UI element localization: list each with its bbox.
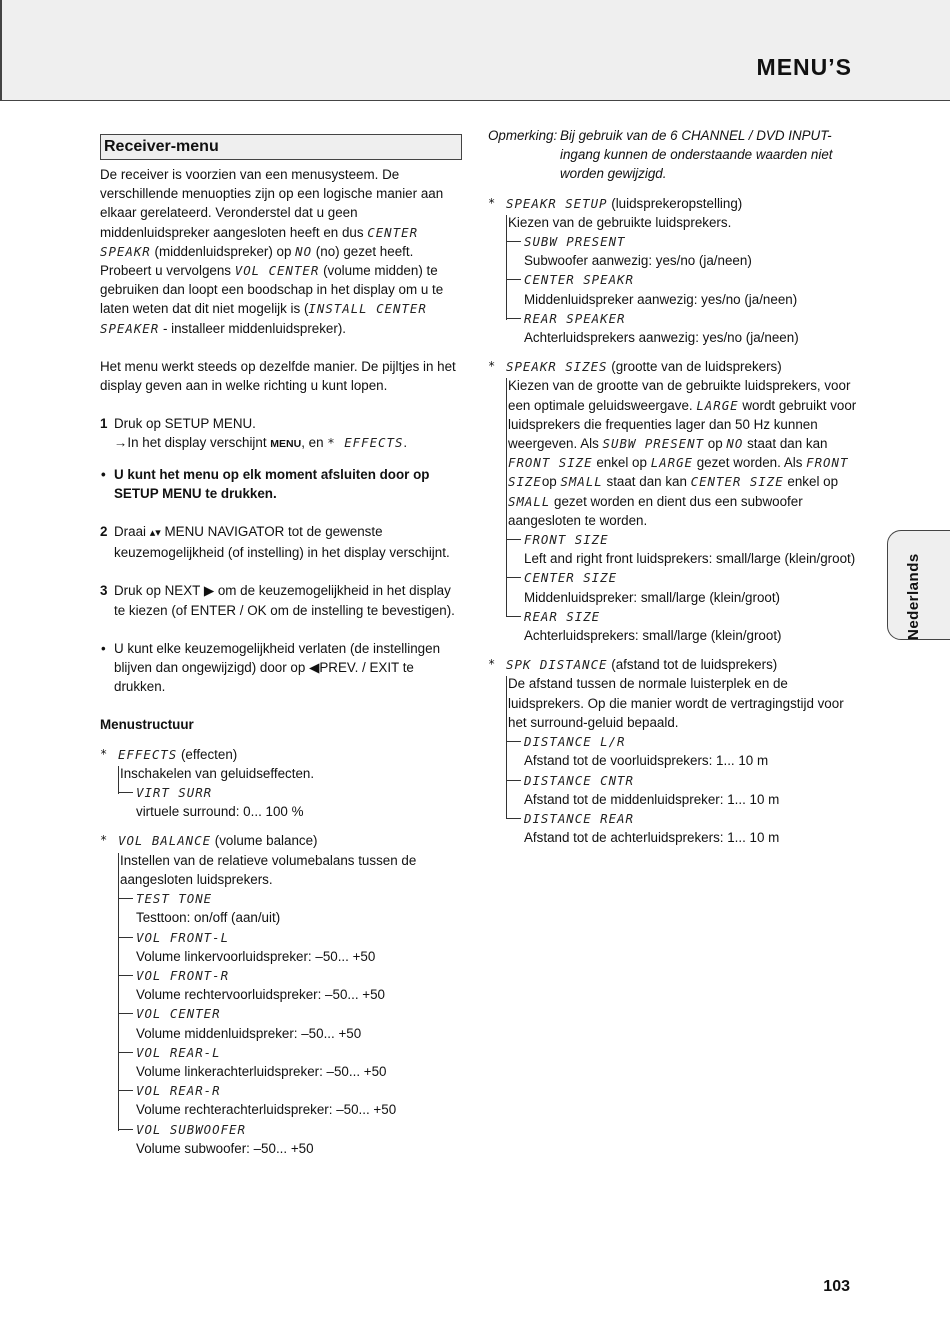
lcd-text: SMALL — [560, 474, 603, 490]
lcd-text: VOL BALANCE — [118, 833, 212, 849]
bullet-exit-note — [100, 465, 462, 503]
asterisk-icon: * — [327, 435, 345, 451]
tree-sub-description: virtuele surround: 0... 100 % — [136, 804, 304, 820]
intro-paragraph — [100, 165, 462, 338]
bullet-icon: • — [101, 640, 106, 656]
step-3-post: om de keuzemogelijkheid in het display te kiezen (of ENTER / OK om de instelling te bevestigen). — [114, 583, 455, 618]
step-2-post: MENU NAVIGATOR tot de gewenste keuzemogelijkheid (of instelling) in het display verschijnt. — [114, 524, 450, 561]
text-run: Kiezen van de grootte van de gebruikte luidsprekers, voor een optimale geluidsweergave. — [508, 378, 851, 413]
page-header — [0, 0, 950, 101]
tree-sub-item — [506, 568, 858, 606]
lcd-text: VOL REAR-R — [136, 1083, 221, 1099]
text-run: - installeer middenluidspreker). — [159, 320, 347, 336]
tree-description: Inschakelen van geluidseffecten. — [120, 765, 315, 781]
tree-sub-description: Left and right front luidsprekers: small/large (klein/groot) — [524, 551, 856, 567]
lcd-text: FRONT SIZE — [508, 455, 593, 471]
tree-effects — [100, 745, 462, 822]
header-left-rule — [0, 0, 2, 100]
tree-sub-description: Middenluidspreker aanwezig: yes/no (ja/neen) — [524, 291, 798, 307]
lcd-text: VOL FRONT-R — [136, 967, 230, 983]
updown-arrow-icon: ▴▾ — [149, 527, 161, 540]
lcd-text: SUBW PRESENT — [602, 436, 705, 452]
text-run: gezet worden. Als — [693, 455, 807, 471]
tree-heading-label: (effecten) — [177, 746, 238, 762]
remark — [488, 126, 858, 184]
tree-branch-line — [118, 898, 133, 899]
tree-branch-line — [506, 318, 521, 319]
tree-sub-item — [506, 732, 858, 770]
tree-branch-line — [506, 539, 521, 540]
step-1-result-end: . — [403, 435, 408, 451]
text-run: op — [704, 436, 727, 452]
text-run: staat dan kan — [743, 436, 828, 452]
tree-heading — [488, 357, 858, 376]
tree-sub-item — [506, 809, 858, 847]
play-left-icon: ◀ — [309, 660, 320, 676]
text-run: gezet worden en dient dus een subwoofer aangesloten te worden. — [508, 493, 803, 528]
remark-text: Bij gebruik van de 6 CHANNEL / DVD INPUT-ingang kunnen de onderstaande waarden niet worden gewijzigd. — [560, 128, 833, 182]
play-right-icon: ▶ — [203, 583, 215, 599]
tree-heading — [488, 655, 858, 674]
tree-sub-item — [506, 232, 858, 270]
lcd-text: INSTALL CENTER SPEAKER — [100, 301, 427, 336]
tree-description: Kiezen van de gebruikte luidsprekers. — [508, 214, 732, 230]
step-1 — [100, 414, 462, 454]
lcd-text: REAR SIZE — [524, 608, 601, 624]
step-number: 1 — [100, 416, 108, 432]
tree-branch-line — [118, 1129, 133, 1130]
tree-description: Instellen van de relatieve volumebalans tussen de aangesloten luidsprekers. — [120, 852, 417, 887]
tree-sub-description: Volume rechtervoorluidspreker: –50... +50 — [136, 987, 385, 1003]
asterisk-icon: * — [100, 746, 108, 761]
text-run: (volume midden) te gebruiken dan loopt een boodschap in het display om u te laten weten dat dit niet mogelijk is ( — [100, 263, 444, 317]
tree-sub-item — [118, 1081, 462, 1119]
tree-branch-line — [118, 792, 133, 793]
tree-sub-item — [118, 928, 462, 966]
menu-indicator: MENU — [270, 438, 302, 451]
tree-branch-line — [118, 1090, 133, 1091]
lcd-text: NO — [726, 436, 744, 452]
lcd-text: EFFECTS — [118, 746, 178, 762]
lcd-text: VOL SUBWOOFER — [136, 1121, 246, 1137]
tree-sub-item — [118, 1004, 462, 1042]
tree-sub-description: Afstand tot de voorluidsprekers: 1... 10 m — [524, 753, 769, 769]
tree-spk-distance — [488, 655, 858, 847]
remark-label: Opmerking: — [488, 128, 558, 143]
lcd-text: LARGE — [650, 455, 693, 471]
lcd-text: FRONT SIZE — [524, 532, 609, 548]
tree-sub-description: Testtoon: on/off (aan/uit) — [136, 910, 281, 926]
tree-heading-label: (luidsprekeropstelling) — [607, 195, 743, 211]
tree-heading — [488, 194, 858, 213]
step-number: 2 — [100, 524, 108, 540]
text-run: enkel op — [783, 474, 839, 490]
tree-sub-item — [118, 966, 462, 1004]
text-run: (middenluidspreker) op — [150, 243, 296, 259]
tree-branch-line — [118, 1013, 133, 1014]
lcd-text: REAR SPEAKER — [524, 310, 626, 326]
step-1-result-text: In het display verschijnt — [127, 435, 271, 451]
tree-sub-item — [506, 270, 858, 308]
lcd-text: DISTANCE REAR — [524, 810, 634, 826]
tree-branch-line — [506, 780, 521, 781]
step-3-pre: Druk op NEXT — [114, 583, 204, 599]
lcd-text: CENTER SIZE — [524, 570, 618, 586]
page-number: 103 — [823, 1278, 850, 1295]
asterisk-icon: * — [488, 657, 496, 672]
tree-branch-line — [506, 818, 521, 819]
tree-branch-line — [118, 937, 133, 938]
lcd-text: VOL REAR-L — [136, 1044, 221, 1060]
tree-sub-description: Volume subwoofer: –50... +50 — [136, 1140, 314, 1156]
lcd-text: TEST TONE — [136, 891, 213, 907]
text-run: De receiver is voorzien van een menusysteem. De verschillende menuopties zijn op een logische manier aan elkaar gerelateerd. Veronderstel dat u geen middenluidspreker aangesloten heeft en dus — [100, 167, 444, 240]
tree-sub-description: Afstand tot de middenluidspreker: 1... 10 m — [524, 791, 780, 807]
tree-sub-item — [506, 530, 858, 568]
page-title: MENU’S — [756, 54, 852, 80]
tree-heading-label: (volume balance) — [211, 833, 318, 849]
tree-branch-line — [118, 1052, 133, 1053]
tree-sub-description: Volume linkerachterluidspreker: –50... +50 — [136, 1063, 387, 1079]
tree-sub-item — [118, 1120, 462, 1158]
tree-description: De afstand tussen de normale luisterplek en de luidsprekers. Op die manier wordt de vertragingstijd voor het surround-geluid bepaald. — [508, 676, 844, 730]
asterisk-icon: * — [488, 359, 496, 374]
tree-sub-description: Volume middenluidspreker: –50... +50 — [136, 1025, 362, 1041]
text-run: staat dan kan — [602, 474, 691, 490]
section-title: Receiver-menu — [100, 134, 462, 160]
tree-description — [506, 376, 858, 530]
tree-sub-item — [118, 889, 462, 927]
lcd-text: EFFECTS — [344, 435, 404, 451]
language-tab-label: Nederlands — [905, 553, 922, 640]
text-run: op — [541, 474, 561, 490]
tree-sub-description: Volume linkervoorluidspreker: –50... +50 — [136, 948, 376, 964]
left-column — [100, 134, 462, 1158]
tree-branch-line — [506, 616, 521, 617]
lcd-text: SPEAKR SIZES — [506, 359, 608, 375]
lcd-text: CENTER SIZE — [690, 474, 784, 490]
tree-sub-description: Volume rechterachterluidspreker: –50... +50 — [136, 1102, 397, 1118]
tree-speaker-setup — [488, 194, 858, 348]
tree-sub-item — [506, 607, 858, 645]
tree-branch-line — [506, 279, 521, 280]
lcd-text: DISTANCE L/R — [524, 734, 626, 750]
step-2 — [100, 522, 462, 562]
tree-heading-label: (afstand tot de luidsprekers) — [607, 657, 778, 673]
step-number: 3 — [100, 583, 108, 599]
text-run: wordt gebruikt voor luidsprekers die frequenties lager dan 50 Hz kunnen weergeven. Als — [508, 397, 857, 452]
tree-heading — [100, 831, 462, 850]
lcd-text: CENTER SPEAKR — [100, 224, 419, 259]
tree-sub-description: Achterluidsprekers: small/large (klein/groot) — [524, 628, 782, 644]
text-run: (no) gezet heeft. Probeert u vervolgens — [100, 243, 414, 279]
tree-body — [506, 674, 858, 847]
lcd-text: CENTER SPEAKR — [524, 272, 634, 288]
tree-body — [506, 213, 858, 347]
lcd-text: SPEAKR SETUP — [506, 195, 608, 211]
lcd-text: SUBW PRESENT — [524, 234, 626, 250]
lcd-text: DISTANCE CNTR — [524, 772, 634, 788]
text-run: enkel op — [592, 455, 651, 471]
tree-sub-description: Middenluidspreker: small/large (klein/groot) — [524, 589, 781, 605]
tree-sub-description: Subwoofer aanwezig: yes/no (ja/neen) — [524, 253, 752, 269]
tree-body — [118, 851, 462, 1158]
tree-sub-description: Achterluidsprekers aanwezig: yes/no (ja/neen) — [524, 330, 799, 346]
tree-branch-line — [118, 975, 133, 976]
tree-body — [118, 764, 462, 822]
lcd-text: VOL CENTER — [136, 1006, 221, 1022]
tree-sub-description: Afstand tot de achterluidsprekers: 1... 10 m — [524, 830, 780, 846]
step-1-text: Druk op SETUP MENU. — [114, 416, 256, 432]
tree-branch-line — [506, 741, 521, 742]
menu-works-paragraph: Het menu werkt steeds op dezelfde manier. De pijltjes in het display geven aan in welke richting u kunt lopen. — [100, 358, 456, 394]
arrow-right-icon: → — [114, 435, 128, 451]
tree-speaker-sizes — [488, 357, 858, 645]
tree-balance — [100, 831, 462, 1157]
lcd-text: FRONT SIZE — [508, 455, 849, 490]
asterisk-icon: * — [100, 833, 108, 848]
tree-branch-line — [506, 577, 521, 578]
lcd-text: SPK DISTANCE — [506, 657, 608, 673]
tree-sub-item — [506, 309, 858, 347]
lcd-text: SMALL — [508, 493, 551, 509]
lcd-text: VOL CENTER — [234, 263, 320, 279]
lcd-text: NO — [295, 243, 313, 259]
menustructuur-heading: Menustructuur — [100, 717, 194, 733]
bullet-2-post: PREV. / EXIT te drukken. — [114, 660, 414, 695]
tree-heading — [100, 745, 462, 764]
bullet-icon: • — [101, 466, 106, 482]
step-2-pre: Draai — [114, 524, 150, 540]
lcd-text: LARGE — [696, 397, 739, 413]
bullet-text: U kunt het menu op elk moment afsluiten door op SETUP MENU te drukken. — [114, 466, 430, 501]
lcd-text: VIRT SURR — [136, 785, 213, 801]
step-3 — [100, 581, 462, 619]
lcd-text: VOL FRONT-L — [136, 929, 230, 945]
bullet-leave-note — [100, 639, 462, 697]
right-column — [488, 126, 858, 847]
tree-sub-item — [118, 1043, 462, 1081]
tree-heading-label: (grootte van de luidsprekers) — [607, 359, 782, 375]
tree-branch-line — [506, 241, 521, 242]
tree-sub-item — [118, 783, 462, 821]
bullet-2-pre: U kunt elke keuzemogelijkheid verlaten (de instellingen blijven dan ongewijzigd) door op — [114, 640, 441, 676]
tree-sub-item — [506, 771, 858, 809]
asterisk-icon: * — [488, 195, 496, 210]
tree-body — [506, 376, 858, 645]
step-1-result-sep: , en — [301, 435, 328, 451]
